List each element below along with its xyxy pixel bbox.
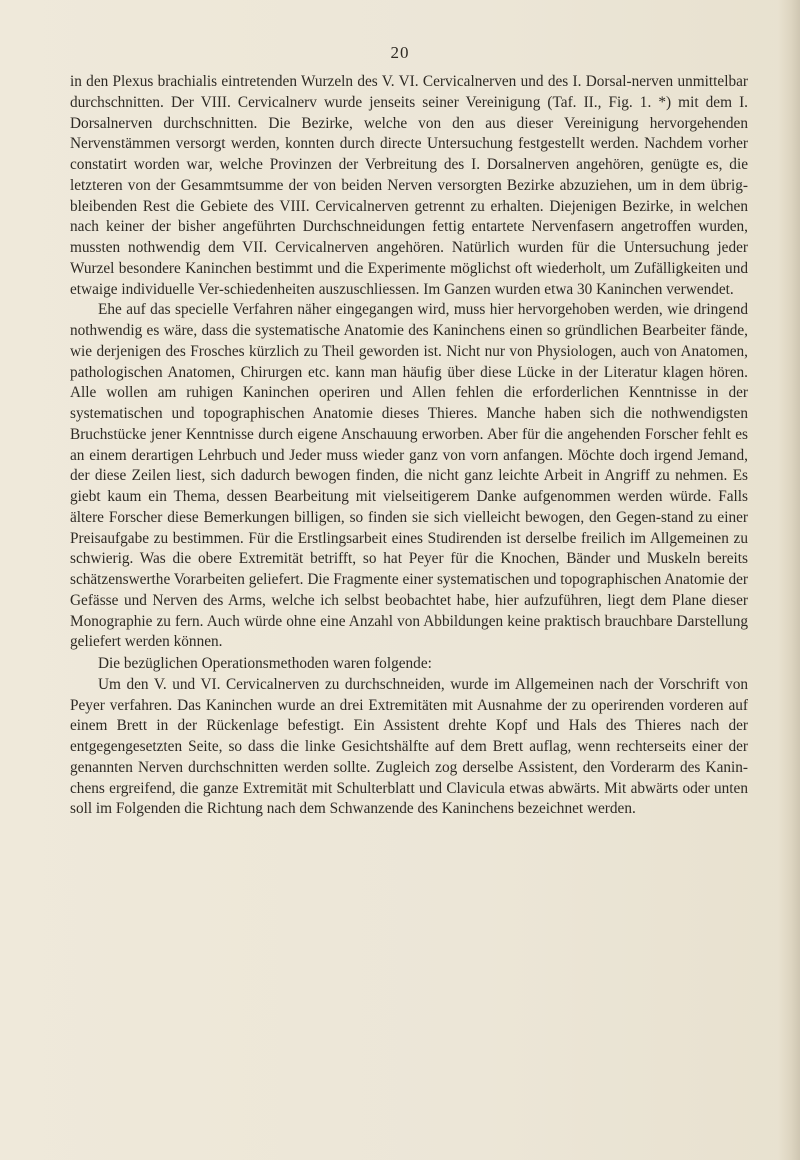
body-text — [70, 72, 748, 820]
paragraph-1: in den Plexus brachialis eintretenden Wurzeln des V. VI. Cervicalnerven und des I. Dorsal-nerven unmittelbar durchschnitten. Der VIII. Cervicalnerv wurde jenseits seiner Vereinigung (Taf. II., Fig. 1. *) mit dem I. Dorsalnerven durchschnitten. Die Bezirke, welche von den aus dieser Vereinigung hervorgehenden Nervenstämmen versorgt werden, konnten durch directe Untersuchung festgestellt werden. Nachdem vorher constatirt worden war, welche Provinzen der Verbreitung des I. Dorsalnerven angehören, genügte es, die letzteren von der Gesammtsumme der von beiden Nerven versorgten Bezirke abzuziehen, um in dem übrig-bleibenden Rest die Gebiete des VIII. Cervicalnerven getrennt zu erhalten. Diejenigen Bezirke, in welchen nach keiner der bisher angeführten Durchschneidungen fettig entartete Nervenfasern angetroffen wurden, mussten nothwendig dem VII. Cervicalnerven angehören. Natürlich wurden für die Untersuchung jeder Wurzel besondere Kaninchen bestimmt und die Experimente möglichst oft wiederholt, um Zufälligkeiten und etwaige individuelle Ver-schiedenheiten auszuschliessen. Im Ganzen wurden etwa 30 Kaninchen verwendet. — [70, 73, 748, 298]
page-edge-shadow — [778, 0, 800, 1160]
page-number: 20 — [390, 43, 410, 62]
paragraph-4: Um den V. und VI. Cervicalnerven zu durchschneiden, wurde im Allgemeinen nach der Vorschrift von Peyer verfahren. Das Kaninchen wurde an drei Extremitäten mit Ausnahme der zu operirenden vorderen auf einem Brett in der Rückenlage befestigt. Ein Assistent drehte Kopf und Hals des Thieres nach der entgegengesetzten Seite, so dass die linke Gesichtshälfte auf dem Brett auflag, wenn rechterseits einer der genannten Nerven durchschnitten werden sollte. Zugleich zog derselbe Assistent, den Vorderarm des Kanin-chens ergreifend, die ganze Extremität mit Schulterblatt und Clavicula etwas abwärts. Mit abwärts oder unten soll im Folgenden die Richtung nach dem Schwanzende des Kaninchens bezeichnet werden. — [70, 675, 748, 818]
paragraph-3: Die bezüglichen Operationsmethoden waren folgende: — [98, 655, 432, 672]
paragraph-2: Ehe auf das specielle Verfahren näher eingegangen wird, muss hier hervorgehoben werden, wie dringend nothwendig es wäre, dass die systematische Anatomie des Kaninchens einen so gründlichen Bearbeiter fände, wie derjenigen des Frosches kürzlich zu Theil geworden ist. Nicht nur von Physiologen, auch von Anatomen, pathologischen Anatomen, Chirurgen etc. kann man häufig über diese Lücke in der Literatur klagen hören. Alle wollen am ruhigen Kaninchen operiren und Allen fehlen die erforderlichen Kenntnisse in der systematischen und topographischen Anatomie dieses Thieres. Manche haben sich die nothwendigsten Bruchstücke jener Kenntnisse durch eigene Anschauung erworben. Aber für die angehenden Forscher fehlt es an einem derartigen Lehrbuch und Jeder muss wieder ganz von vorn anfangen. Möchte doch irgend Jemand, der diese Zeilen liest, sich dadurch bewogen finden, die nicht ganz leichte Arbeit in Angriff zu nehmen. Es giebt kaum ein Thema, dessen Bearbeitung mit vielseitigerem Danke aufgenommen werden würde. Falls ältere Forscher diese Bemerkungen billigen, so finden sie sich vielleicht bewogen, den Gegen-stand zu einer Preisaufgabe zu bestimmen. Für die Erstlingsarbeit eines Studirenden ist derselbe freilich im Allgemeinen zu schwierig. Was die obere Extremität betrifft, so hat Peyer für die Knochen, Bänder und Muskeln bereits schätzenswerthe Vorarbeiten geliefert. Die Fragmente einer systematischen und topographischen Anatomie der Gefässe und Nerven des Arms, welche ich selbst beobachtet habe, hier aufzuführen, liegt dem Plane dieser Monographie zu fern. Auch würde ohne eine Anzahl von Abbildungen keine praktisch brauchbare Darstellung geliefert werden können. — [70, 301, 748, 651]
